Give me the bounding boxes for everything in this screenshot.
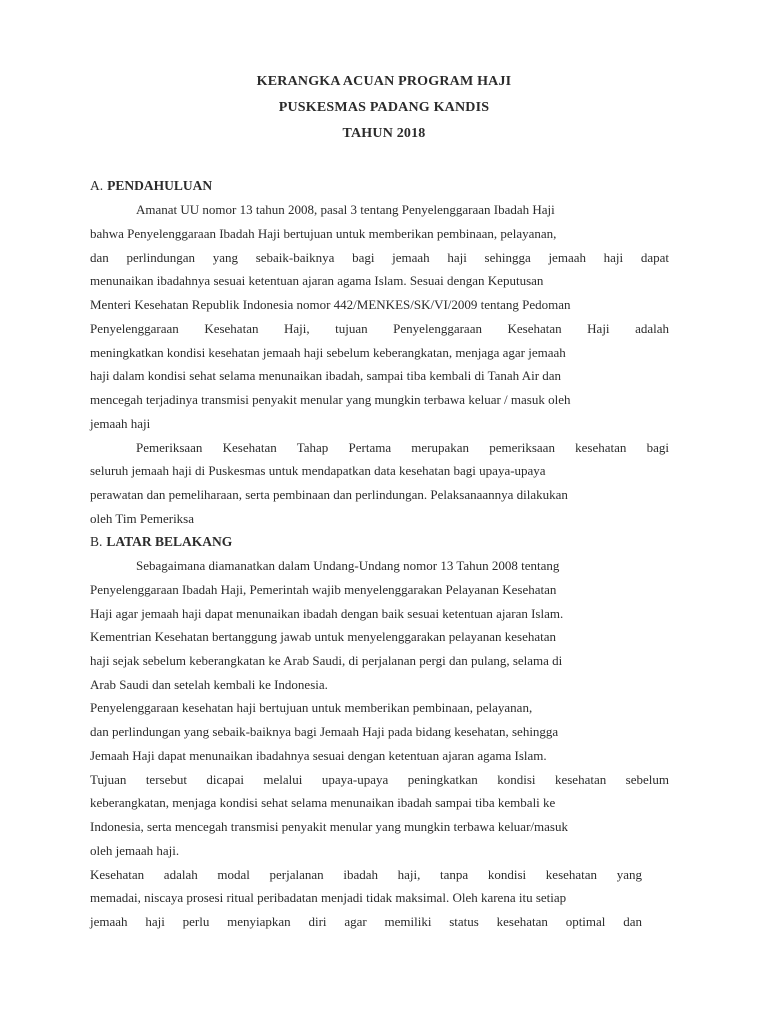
document-title-line-2: PUSKESMAS PADANG KANDIS bbox=[278, 100, 490, 115]
paragraph-line: Indonesia, serta mencegah transmisi penyakit menular yang mungkin terbawa keluar/masuk bbox=[90, 819, 568, 834]
paragraph-line: Sebagaimana diamanatkan dalam Undang-Undang nomor 13 Tahun 2008 tentang bbox=[136, 558, 560, 573]
paragraph-line: keberangkatan, menjaga kondisi sehat selama menunaikan ibadah sampai tiba kembali ke bbox=[90, 795, 556, 810]
paragraph-line: menunaikan ibadahnya sesuai ketentuan ajaran agama Islam. Sesuai dengan Keputusan bbox=[90, 273, 544, 288]
paragraph-line: jemaah haji bbox=[90, 416, 151, 431]
document-title-line-3: TAHUN 2018 bbox=[342, 126, 426, 141]
paragraph-line: haji sejak sebelum keberangkatan ke Arab Saudi, di perjalanan pergi dan pulang, selama di bbox=[90, 653, 563, 668]
paragraph-line: oleh Tim Pemeriksa bbox=[90, 511, 195, 526]
document-title-line-1: KERANGKA ACUAN PROGRAM HAJI bbox=[256, 74, 512, 89]
section-a-title: PENDAHULUAN bbox=[107, 178, 213, 193]
paragraph-line: Penyelenggaraan Ibadah Haji, Pemerintah wajib menyelenggarakan Pelayanan Kesehatan bbox=[90, 582, 557, 597]
paragraph-line: Haji agar jemaah haji dapat menunaikan ibadah dengan baik sesuai ketentuan ajaran Islam. bbox=[90, 606, 564, 621]
paragraph-line: jemaah haji perlu menyiapkan diri agar memiliki status kesehatan optimal dan bbox=[90, 914, 642, 929]
paragraph-line: oleh jemaah haji. bbox=[90, 843, 180, 858]
paragraph-line: Amanat UU nomor 13 tahun 2008, pasal 3 tentang Penyelenggaraan Ibadah Haji bbox=[136, 202, 555, 217]
paragraph-line: seluruh jemaah haji di Puskesmas untuk mendapatkan data kesehatan bagi upaya-upaya bbox=[90, 463, 546, 478]
paragraph-line: memadai, niscaya prosesi ritual peribadatan menjadi tidak maksimal. Oleh karena itu setiap bbox=[90, 890, 567, 905]
paragraph-line: perawatan dan pemeliharaan, serta pembinaan dan perlindungan. Pelaksanaannya dilakukan bbox=[90, 487, 568, 502]
paragraph-line: bahwa Penyelenggaraan Ibadah Haji bertujuan untuk memberikan pembinaan, pelayanan, bbox=[90, 226, 557, 241]
section-b-title: LATAR BELAKANG bbox=[106, 534, 233, 549]
paragraph-line: dan perlindungan yang sebaik-baiknya bagi jemaah haji sehingga jemaah haji dapat bbox=[90, 250, 669, 265]
paragraph-line: Jemaah Haji dapat menunaikan ibadahnya sesuai dengan ketentuan ajaran agama Islam. bbox=[90, 748, 547, 763]
paragraph-line: Pemeriksaan Kesehatan Tahap Pertama merupakan pemeriksaan kesehatan bagi bbox=[136, 440, 669, 455]
paragraph-line: meningkatkan kondisi kesehatan jemaah haji sebelum keberangkatan, menjaga agar jemaah bbox=[90, 345, 566, 360]
paragraph-line: Penyelenggaraan Kesehatan Haji, tujuan Penyelenggaraan Kesehatan Haji adalah bbox=[90, 321, 669, 336]
paragraph-line: dan perlindungan yang sebaik-baiknya bagi Jemaah Haji pada bidang kesehatan, sehingga bbox=[90, 724, 559, 739]
paragraph-line: Arab Saudi dan setelah kembali ke Indonesia. bbox=[90, 677, 328, 692]
paragraph-line: Kementrian Kesehatan bertanggung jawab untuk menyelenggarakan pelayanan kesehatan bbox=[90, 629, 557, 644]
paragraph-line: Menteri Kesehatan Republik Indonesia nomor 442/MENKES/SK/VI/2009 tentang Pedoman bbox=[90, 297, 571, 312]
section-a-heading bbox=[90, 178, 212, 194]
section-b-heading bbox=[90, 534, 232, 550]
section-b-number: B. bbox=[90, 534, 103, 549]
paragraph-line: haji dalam kondisi sehat selama menunaikan ibadah, sampai tiba kembali di Tanah Air dan bbox=[90, 368, 562, 383]
section-a-number: A. bbox=[90, 178, 104, 193]
paragraph-line: Penyelenggaraan kesehatan haji bertujuan untuk memberikan pembinaan, pelayanan, bbox=[90, 700, 533, 715]
paragraph-line: mencegah terjadinya transmisi penyakit menular yang mungkin terbawa keluar / masuk oleh bbox=[90, 392, 571, 407]
paragraph-line: Tujuan tersebut dicapai melalui upaya-upaya peningkatkan kondisi kesehatan sebelum bbox=[90, 772, 669, 787]
paragraph-line: Kesehatan adalah modal perjalanan ibadah haji, tanpa kondisi kesehatan yang bbox=[90, 867, 642, 882]
